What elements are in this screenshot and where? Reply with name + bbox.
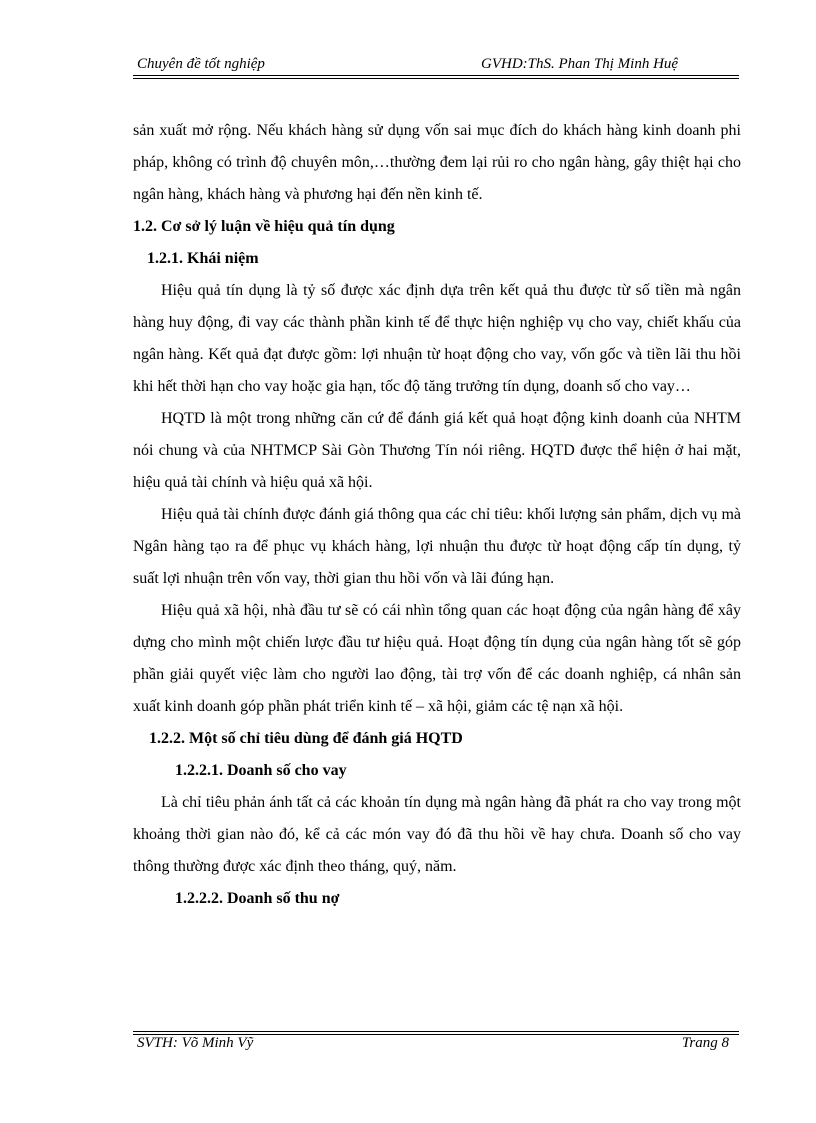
- footer-student: SVTH: Võ Minh Vỹ: [137, 1035, 254, 1051]
- heading-1-2: 1.2. Cơ sở lý luận về hiệu quả tín dụng: [133, 218, 395, 235]
- page-footer: [133, 1030, 739, 1054]
- page-body: [133, 115, 741, 915]
- paragraph-financial-efficiency: Hiệu quả tài chính được đánh giá thông qua các chỉ tiêu: khối lượng sản phẩm, dịch vụ mà Ngân hàng tạo ra để phục vụ khách hàng, lợi nhuận thu được từ hoạt động cấp tín dụng, tỷ suất lợi nhuận trên vốn vay, thời gian thu hồi vốn và lãi đúng hạn.: [133, 506, 741, 587]
- header-rule-thin: [133, 78, 739, 79]
- paragraph-continued: sản xuất mở rộng. Nếu khách hàng sử dụng vốn sai mục đích do khách hàng kinh doanh phi pháp, không có trình độ chuyên môn,…thường đem lại rủi ro cho ngân hàng, gây thiệt hại cho ngân hàng, khách hàng và phương hại đến nền kinh tế.: [133, 122, 741, 203]
- footer-page-number: Trang 8: [681, 1035, 729, 1051]
- paragraph-loan-sales: Là chỉ tiêu phản ánh tất cả các khoản tín dụng mà ngân hàng đã phát ra cho vay trong một khoảng thời gian nào đó, kể cả các món vay đó đã thu hồi về hay chưa. Doanh số cho vay thông thường được xác định theo tháng, quý, năm.: [133, 794, 741, 875]
- heading-1-2-2-1: 1.2.2.1. Doanh số cho vay: [175, 762, 347, 779]
- heading-1-2-2: 1.2.2. Một số chỉ tiêu dùng để đánh giá HQTD: [149, 730, 463, 747]
- header-supervisor: GVHD:ThS. Phan Thị Minh Huệ: [481, 56, 679, 72]
- page-header: [133, 52, 739, 77]
- paragraph-definition: Hiệu quả tín dụng là tỷ số được xác định dựa trên kết quả thu được từ số tiền mà ngân hàng huy động, đi vay các thành phần kinh tế để thực hiện nghiệp vụ cho vay, chiết khấu của ngân hàng. Kết quả đạt được gồm: lợi nhuận từ hoạt động cho vay, vốn gốc và tiền lãi thu hồi khi hết thời hạn cho vay hoặc gia hạn, tốc độ tăng trưởng tín dụng, doanh số cho vay…: [133, 282, 741, 395]
- paragraph-social-efficiency: Hiệu quả xã hội, nhà đầu tư sẽ có cái nhìn tổng quan các hoạt động của ngân hàng để xây dựng cho mình một chiến lược đầu tư hiệu quả. Hoạt động tín dụng của ngân hàng tốt sẽ góp phần giải quyết việc làm cho người lao động, tài trợ vốn để các doanh nghiệp, cá nhân sản xuất kinh doanh góp phần phát triển kinh tế – xã hội, giảm các tệ nạn xã hội.: [133, 602, 741, 715]
- heading-1-2-1: 1.2.1. Khái niệm: [147, 250, 259, 267]
- header-course-title: Chuyên đề tốt nghiệp: [137, 56, 265, 72]
- paragraph-hqtd: HQTD là một trong những căn cứ để đánh giá kết quả hoạt động kinh doanh của NHTM nói chung và của NHTMCP Sài Gòn Thương Tín nói riêng. HQTD được thể hiện ở hai mặt, hiệu quả tài chính và hiệu quả xã hội.: [133, 410, 741, 491]
- heading-1-2-2-2: 1.2.2.2. Doanh số thu nợ: [175, 890, 340, 907]
- header-rule-thick: [133, 75, 739, 76]
